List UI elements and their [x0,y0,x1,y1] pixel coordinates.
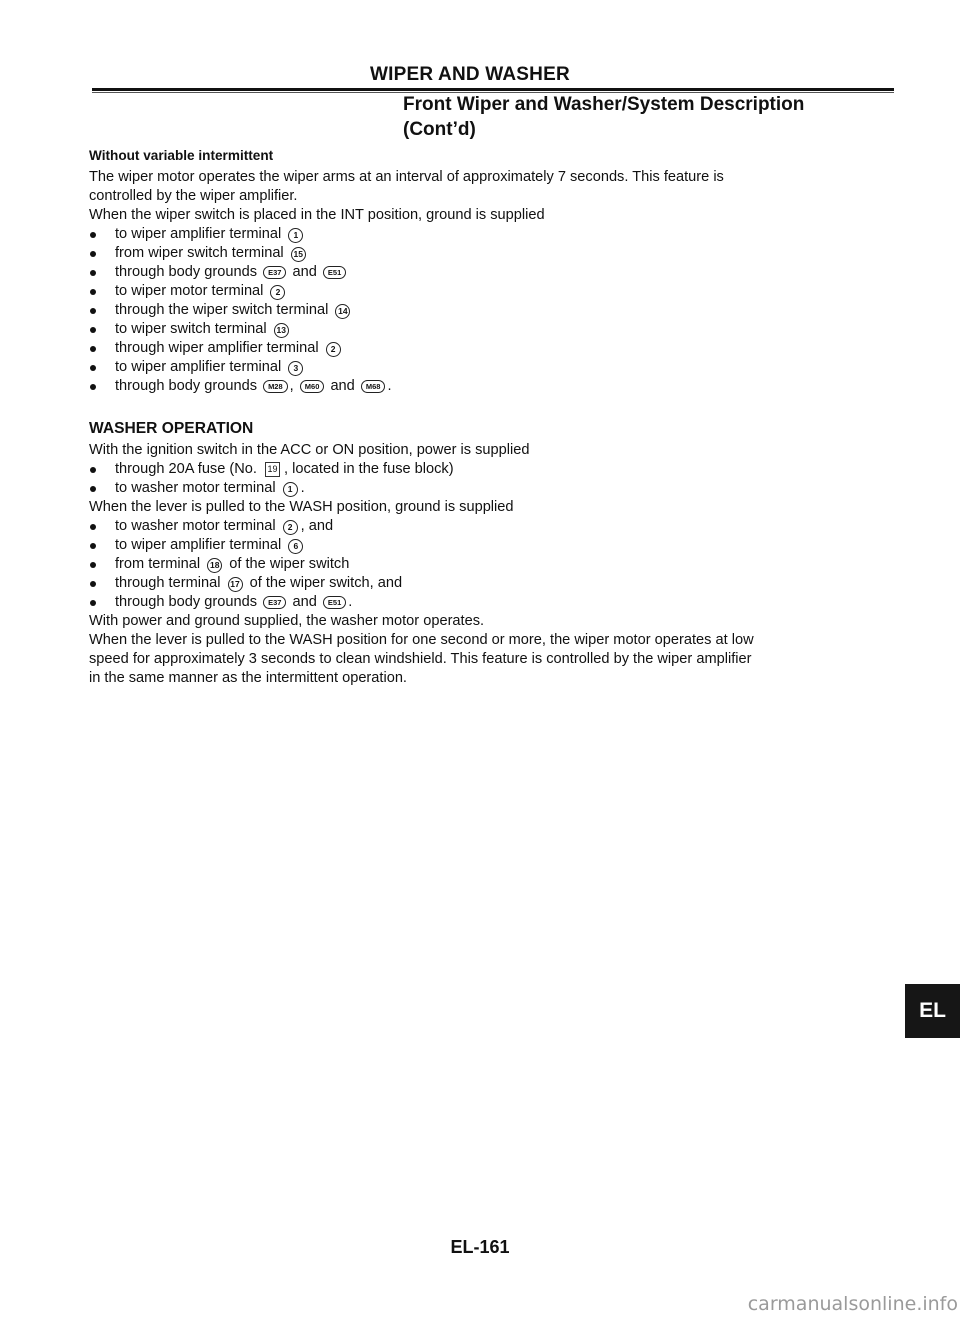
list-item [89,339,899,358]
list-item [89,225,899,244]
intermittent-subheading: Without variable intermittent [89,148,274,163]
bullet-icon [90,581,96,587]
list-item [89,320,899,339]
bullet-icon [90,308,96,314]
fuse-number-badge: 19 [265,462,280,477]
punctuation-text: . [348,594,353,610]
list-item [89,517,899,536]
terminal-number-badge: 3 [288,361,303,376]
terminal-number-badge: 2 [326,342,341,357]
bullet-icon [90,384,96,390]
list-item-text: through the wiper switch terminal [115,302,329,318]
header-rule [92,88,894,91]
list-item-text: to washer motor terminal [115,480,276,496]
bullet-icon [90,327,96,333]
paragraph: When the lever is pulled to the WASH position, ground is supplied [89,499,514,515]
list-item-text: to wiper amplifier terminal [115,226,282,242]
ground-point-badge: M60 [300,380,325,393]
washer-operation-heading: WASHER OPERATION [89,420,254,437]
bullet-icon [90,346,96,352]
list-item-text: to wiper switch terminal [115,321,267,337]
list-item-text-rest: , located in the fuse block) [284,461,454,477]
list-item [89,358,899,377]
page-number: EL-161 [450,1237,510,1257]
list-item-text-rest: of the wiper switch [229,556,350,572]
bullet-icon [90,543,96,549]
bullet-icon [90,365,96,371]
list-item [89,377,899,396]
list-item [89,460,899,479]
paragraph: With power and ground supplied, the washer motor operates. [89,613,485,629]
bullet-icon [90,600,96,606]
list-item-text: through 20A fuse (No. [115,461,257,477]
ground-point-badge: E37 [263,266,286,279]
page-title-line-1: Front Wiper and Washer/System Description [403,94,805,115]
list-item-text-rest: , and [300,518,334,534]
paragraph: in the same manner as the intermittent operation. [89,670,407,686]
bullet-icon [90,232,96,238]
list-item-text: to wiper motor terminal [115,283,264,299]
list-item-text: through body grounds [115,264,257,280]
list-item-text: through terminal [115,575,221,591]
bullet-icon [90,467,96,473]
list-item-text: to washer motor terminal [115,518,276,534]
paragraph: speed for approximately 3 seconds to clean windshield. This feature is controlled by the wiper amplifier [89,651,752,667]
list-item-text: to wiper amplifier terminal [115,359,282,375]
list-item-text-rest: of the wiper switch, and [249,575,403,591]
bullet-icon [90,524,96,530]
list-item-text: from terminal [115,556,201,572]
ground-point-badge: E51 [323,596,346,609]
list-item [89,263,899,282]
ground-point-badge: M68 [361,380,386,393]
bullet-icon [90,486,96,492]
terminal-number-badge: 14 [335,304,350,319]
ground-point-badge: E51 [323,266,346,279]
paragraph: The wiper motor operates the wiper arms at an interval of approximately 7 seconds. This feature is [89,169,724,185]
content [89,146,899,688]
paragraph: When the wiper switch is placed in the INT position, ground is supplied [89,207,545,223]
page-title [403,92,883,142]
list-item [89,301,899,320]
list-item [89,536,899,555]
terminal-number-badge: 13 [274,323,289,338]
conjunction-text: and [292,594,317,610]
section-tab: EL [905,984,960,1038]
separator-text: , [289,378,294,394]
terminal-number-badge: 18 [207,558,222,573]
conjunction-text: and [292,264,317,280]
section-header: WIPER AND WASHER [370,64,570,85]
list-item-text: from wiper switch terminal [115,245,284,261]
terminal-number-badge: 2 [270,285,285,300]
bullet-icon [90,270,96,276]
list-item-text: through body grounds [115,378,257,394]
list-item [89,479,899,498]
ground-point-badge: M28 [263,380,288,393]
watermark: carmanualsonline.info [747,1293,958,1315]
conjunction-text: and [330,378,355,394]
paragraph: With the ignition switch in the ACC or ON position, power is supplied [89,442,530,458]
list-item [89,574,899,593]
ground-point-badge: E37 [263,596,286,609]
terminal-number-badge: 2 [283,520,298,535]
terminal-number-badge: 15 [291,247,306,262]
list-item-text: through wiper amplifier terminal [115,340,319,356]
punctuation-text: . [300,480,305,496]
list-item [89,282,899,301]
list-item [89,593,899,612]
page-title-line-2: (Cont’d) [403,119,476,140]
paragraph: controlled by the wiper amplifier. [89,188,298,204]
list-item [89,244,899,263]
terminal-number-badge: 1 [283,482,298,497]
bullet-icon [90,562,96,568]
list-item [89,555,899,574]
bullet-icon [90,251,96,257]
terminal-number-badge: 1 [288,228,303,243]
terminal-number-badge: 6 [288,539,303,554]
list-item-text: to wiper amplifier terminal [115,537,282,553]
punctuation-text: . [387,378,392,394]
bullet-icon [90,289,96,295]
paragraph: When the lever is pulled to the WASH position for one second or more, the wiper motor operates at low [89,632,754,648]
list-item-text: through body grounds [115,594,257,610]
terminal-number-badge: 17 [228,577,243,592]
